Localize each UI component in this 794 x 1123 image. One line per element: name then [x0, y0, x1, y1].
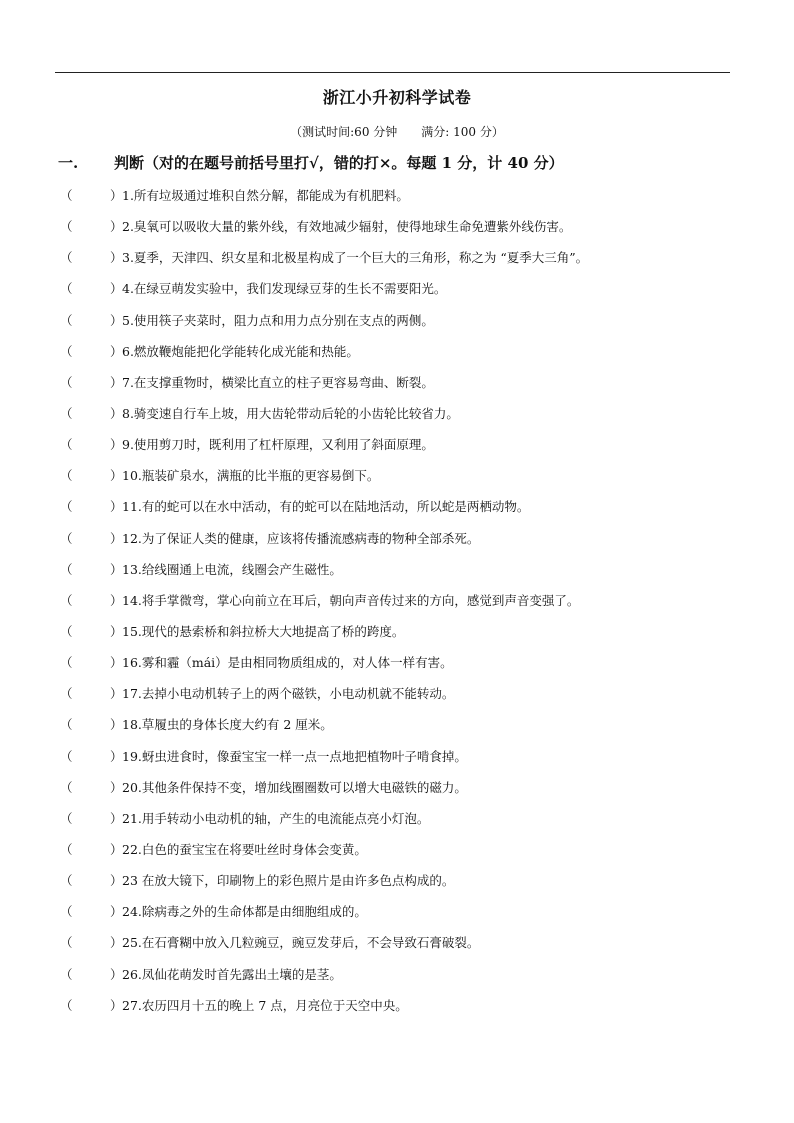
- answer-blank-close: ）: [110, 748, 123, 764]
- question-item: [60, 746, 760, 777]
- section-number: 一.: [58, 154, 79, 172]
- question-text: 19.蚜虫进食时，像蚕宝宝一样一点一点地把植物叶子啃食掉。: [122, 748, 467, 764]
- question-item: [60, 528, 760, 559]
- answer-blank-open[interactable]: （: [60, 499, 73, 515]
- question-text: 24.除病毒之外的生命体都是由细胞组成的。: [122, 904, 367, 920]
- answer-blank-close: ）: [110, 997, 123, 1013]
- question-text: 21.用手转动小电动机的轴，产生的电流能点亮小灯泡。: [122, 810, 430, 826]
- answer-blank-close: ）: [110, 623, 123, 639]
- question-text: 6.燃放鞭炮能把化学能转化成光能和热能。: [122, 343, 359, 359]
- answer-blank-open[interactable]: （: [60, 904, 73, 920]
- answer-blank-close: ）: [110, 966, 123, 982]
- answer-blank-close: ）: [110, 312, 123, 328]
- answer-blank-open[interactable]: （: [60, 966, 73, 982]
- question-item: [60, 403, 760, 434]
- answer-blank-open[interactable]: （: [60, 312, 73, 328]
- question-item: [60, 683, 760, 714]
- question-item: [60, 901, 760, 932]
- answer-blank-open[interactable]: （: [60, 748, 73, 764]
- answer-blank-close: ）: [110, 935, 123, 951]
- answer-blank-open[interactable]: （: [60, 841, 73, 857]
- question-item: [60, 372, 760, 403]
- answer-blank-open[interactable]: （: [60, 592, 73, 608]
- question-item: [60, 777, 760, 808]
- question-item: [60, 465, 760, 496]
- answer-blank-open[interactable]: （: [60, 219, 73, 235]
- question-text: 9.使用剪刀时，既利用了杠杆原理，又利用了斜面原理。: [122, 437, 434, 453]
- answer-blank-open[interactable]: （: [60, 437, 73, 453]
- answer-blank-close: ）: [110, 904, 123, 920]
- answer-blank-open[interactable]: （: [60, 717, 73, 733]
- question-text: 17.去掉小电动机转子上的两个磁铁，小电动机就不能转动。: [122, 686, 455, 702]
- header-rule: [55, 72, 730, 73]
- question-item: [60, 652, 760, 683]
- answer-blank-open[interactable]: （: [60, 374, 73, 390]
- question-item: [60, 964, 760, 995]
- question-item: [60, 714, 760, 745]
- question-list: [60, 185, 760, 1026]
- answer-blank-open[interactable]: （: [60, 188, 73, 203]
- answer-blank-close: ）: [110, 655, 123, 671]
- question-text: 20.其他条件保持不变，增加线圈圈数可以增大电磁铁的磁力。: [122, 779, 467, 795]
- question-item: [60, 808, 760, 839]
- question-text: 11.有的蛇可以在水中活动，有的蛇可以在陆地活动，所以蛇是两栖动物。: [122, 499, 530, 515]
- question-text: 22.白色的蚕宝宝在将要吐丝时身体会变黄。: [122, 841, 367, 857]
- page-title: 浙江小升初科学试卷: [322, 88, 472, 107]
- question-item: [60, 247, 760, 278]
- answer-blank-close: ）: [110, 343, 123, 359]
- question-item: [60, 932, 760, 963]
- question-item: [60, 216, 760, 247]
- question-text: 25.在石膏糊中放入几粒豌豆，豌豆发芽后，不会导致石膏破裂。: [122, 935, 480, 951]
- question-text: 23 在放大镜下，印刷物上的彩色照片是由许多色点构成的。: [122, 873, 455, 889]
- answer-blank-open[interactable]: （: [60, 686, 73, 702]
- answer-blank-close: ）: [110, 779, 123, 795]
- question-item: [60, 434, 760, 465]
- answer-blank-open[interactable]: （: [60, 623, 73, 639]
- answer-blank-close: ）: [110, 499, 123, 515]
- answer-blank-close: ）: [110, 250, 123, 266]
- answer-blank-open[interactable]: （: [60, 935, 73, 951]
- question-item: [60, 995, 760, 1026]
- question-text: 1.所有垃圾通过堆积自然分解，都能成为有机肥料。: [122, 188, 409, 203]
- question-text: 27.农历四月十五的晚上 7 点，月亮位于天空中央。: [122, 997, 408, 1013]
- question-item: [60, 310, 760, 341]
- question-text: 16.雾和霾（mái）是由相同物质组成的，对人体一样有害。: [122, 655, 453, 671]
- question-text: 12.为了保证人类的健康，应该将传播流感病毒的物种全部杀死。: [122, 530, 480, 546]
- answer-blank-close: ）: [110, 437, 123, 453]
- answer-blank-open[interactable]: （: [60, 655, 73, 671]
- question-item: [60, 559, 760, 590]
- answer-blank-open[interactable]: （: [60, 468, 73, 484]
- question-text: 10.瓶装矿泉水，满瓶的比半瓶的更容易倒下。: [122, 468, 380, 484]
- answer-blank-close: ）: [110, 530, 123, 546]
- question-item: [60, 590, 760, 621]
- question-item: [60, 278, 760, 309]
- answer-blank-close: ）: [110, 717, 123, 733]
- answer-blank-close: ）: [110, 468, 123, 484]
- answer-blank-open[interactable]: （: [60, 405, 73, 421]
- answer-blank-close: ）: [110, 810, 123, 826]
- answer-blank-close: ）: [110, 561, 123, 577]
- question-text: 8.骑变速自行车上坡，用大齿轮带动后轮的小齿轮比较省力。: [122, 405, 459, 421]
- answer-blank-open[interactable]: （: [60, 810, 73, 826]
- question-text: 3.夏季，天津四、织女星和北极星构成了一个巨大的三角形，称之为 “夏季大三角”。: [122, 250, 589, 266]
- question-text: 18.草履虫的身体长度大约有 2 厘米。: [122, 717, 333, 733]
- question-text: 15.现代的悬索桥和斜拉桥大大地提高了桥的跨度。: [122, 623, 405, 639]
- question-item: [60, 496, 760, 527]
- answer-blank-open[interactable]: （: [60, 281, 73, 297]
- question-text: 2.臭氧可以吸收大量的紫外线，有效地减少辐射，使得地球生命免遭紫外线伤害。: [122, 219, 572, 235]
- section-heading: [58, 152, 758, 174]
- answer-blank-close: ）: [110, 374, 123, 390]
- answer-blank-close: ）: [110, 281, 123, 297]
- question-item: [60, 341, 760, 372]
- question-text: 26.凤仙花萌发时首先露出土壤的是茎。: [122, 966, 342, 982]
- answer-blank-close: ）: [110, 686, 123, 702]
- answer-blank-open[interactable]: （: [60, 561, 73, 577]
- answer-blank-open[interactable]: （: [60, 997, 73, 1013]
- answer-blank-close: ）: [110, 219, 123, 235]
- answer-blank-close: ）: [110, 188, 123, 203]
- answer-blank-open[interactable]: （: [60, 250, 73, 266]
- question-text: 13.给线圈通上电流，线圈会产生磁性。: [122, 561, 342, 577]
- question-text: 4.在绿豆萌发实验中，我们发现绿豆芽的生长不需要阳光。: [122, 281, 447, 297]
- question-item: [60, 870, 760, 901]
- answer-blank-open[interactable]: （: [60, 873, 73, 889]
- answer-blank-close: ）: [110, 873, 123, 889]
- question-text: 7.在支撑重物时，横梁比直立的柱子更容易弯曲、断裂。: [122, 374, 434, 390]
- question-item: [60, 839, 760, 870]
- section-instructions: 判断（对的在题号前括号里打√，错的打×。每题 1 分，计 40 分）: [114, 154, 564, 172]
- answer-blank-close: ）: [110, 405, 123, 421]
- question-text: 14.将手掌微弯，掌心向前立在耳后，朝向声音传过来的方向，感觉到声音变强了。: [122, 592, 580, 608]
- question-item: [60, 185, 760, 216]
- answer-blank-close: ）: [110, 592, 123, 608]
- question-item: [60, 621, 760, 652]
- test-info: （测试时间:60 分钟 满分: 100 分）: [290, 125, 504, 139]
- answer-blank-close: ）: [110, 841, 123, 857]
- question-text: 5.使用筷子夹菜时，阻力点和用力点分别在支点的两侧。: [122, 312, 434, 328]
- answer-blank-open[interactable]: （: [60, 530, 73, 546]
- answer-blank-open[interactable]: （: [60, 343, 73, 359]
- answer-blank-open[interactable]: （: [60, 779, 73, 795]
